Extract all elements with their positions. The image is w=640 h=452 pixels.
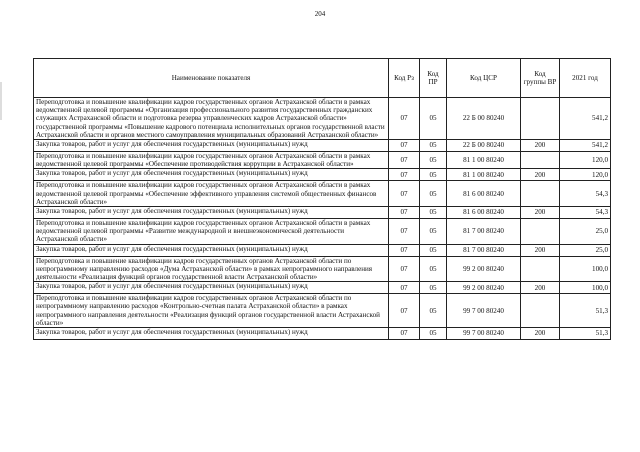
row-csr: 99 7 00 80240 bbox=[447, 294, 521, 328]
row-rz: 07 bbox=[389, 244, 420, 256]
row-pr: 05 bbox=[420, 244, 447, 256]
row-pr: 05 bbox=[420, 207, 447, 219]
row-pr: 05 bbox=[420, 294, 447, 328]
row-vr bbox=[521, 256, 560, 282]
table-row bbox=[34, 244, 611, 256]
row-name: Закупка товаров, работ и услуг для обеспечения государственных (муниципальных) нужд bbox=[34, 244, 389, 256]
row-rz: 07 bbox=[389, 140, 420, 152]
row-rz: 07 bbox=[389, 181, 420, 207]
row-csr: 81 1 00 80240 bbox=[447, 169, 521, 181]
row-vr: 200 bbox=[521, 328, 560, 340]
row-rz: 07 bbox=[389, 152, 420, 169]
row-vr: 200 bbox=[521, 140, 560, 152]
row-csr: 99 7 00 80240 bbox=[447, 328, 521, 340]
row-name: Закупка товаров, работ и услуг для обеспечения государственных (муниципальных) нужд bbox=[34, 282, 389, 294]
row-csr: 81 6 00 80240 bbox=[447, 181, 521, 207]
row-vr bbox=[521, 98, 560, 140]
row-vr bbox=[521, 219, 560, 245]
row-amount: 541,2 bbox=[560, 140, 611, 152]
row-rz: 07 bbox=[389, 294, 420, 328]
row-amount: 100,0 bbox=[560, 256, 611, 282]
row-name: Закупка товаров, работ и услуг для обеспечения государственных (муниципальных) нужд bbox=[34, 169, 389, 181]
row-rz: 07 bbox=[389, 219, 420, 245]
row-rz: 07 bbox=[389, 207, 420, 219]
row-pr: 05 bbox=[420, 169, 447, 181]
scan-edge-mark bbox=[0, 82, 2, 120]
row-vr: 200 bbox=[521, 169, 560, 181]
row-csr: 99 2 00 80240 bbox=[447, 256, 521, 282]
header-name: Наименование показателя bbox=[34, 59, 389, 98]
table-row bbox=[34, 207, 611, 219]
table-header-row bbox=[34, 59, 611, 98]
row-csr: 81 6 00 80240 bbox=[447, 207, 521, 219]
row-rz: 07 bbox=[389, 98, 420, 140]
row-pr: 05 bbox=[420, 219, 447, 245]
row-csr: 81 1 00 80240 bbox=[447, 152, 521, 169]
row-rz: 07 bbox=[389, 328, 420, 340]
row-vr bbox=[521, 181, 560, 207]
row-vr bbox=[521, 294, 560, 328]
row-vr: 200 bbox=[521, 207, 560, 219]
table-row bbox=[34, 169, 611, 181]
row-pr: 05 bbox=[420, 181, 447, 207]
row-amount: 51,3 bbox=[560, 328, 611, 340]
row-name: Закупка товаров, работ и услуг для обеспечения государственных (муниципальных) нужд bbox=[34, 328, 389, 340]
header-pr: Код ПР bbox=[420, 59, 447, 98]
row-amount: 541,2 bbox=[560, 98, 611, 140]
header-rz: Код Рз bbox=[389, 59, 420, 98]
table-row bbox=[34, 98, 611, 140]
row-csr: 81 7 00 80240 bbox=[447, 244, 521, 256]
row-amount: 51,3 bbox=[560, 294, 611, 328]
row-pr: 05 bbox=[420, 98, 447, 140]
row-rz: 07 bbox=[389, 169, 420, 181]
row-amount: 25,0 bbox=[560, 219, 611, 245]
row-name: Переподготовка и повышение квалификации кадров государственных органов Астраханской области по непрограммному направлению расходов «Контрольно-счетная палата Астраханской области» в рамках непрограммного направления деятельности «Реализация функций органов государственной власти Астраханской области» bbox=[34, 294, 389, 328]
table-row bbox=[34, 152, 611, 169]
row-amount: 54,3 bbox=[560, 181, 611, 207]
row-name: Переподготовка и повышение квалификации кадров государственных органов Астраханской области в рамках ведомственной целевой программы «Организация профессионального развития государственных гражданских служащих Астраханской области и подготовка резерва управленческих кадров Астраханской области» государственной программы «Повышение кадрового потенциала исполнительных органов государственной власти Астраханской области и органов местного самоуправления муниципальных образований Астраханской области» bbox=[34, 98, 389, 140]
table-row bbox=[34, 256, 611, 282]
table-row bbox=[34, 181, 611, 207]
row-pr: 05 bbox=[420, 152, 447, 169]
row-amount: 120,0 bbox=[560, 169, 611, 181]
header-year: 2021 год bbox=[560, 59, 611, 98]
row-pr: 05 bbox=[420, 256, 447, 282]
row-name: Закупка товаров, работ и услуг для обеспечения государственных (муниципальных) нужд bbox=[34, 140, 389, 152]
row-vr bbox=[521, 152, 560, 169]
row-amount: 100,0 bbox=[560, 282, 611, 294]
table-row bbox=[34, 140, 611, 152]
row-pr: 05 bbox=[420, 140, 447, 152]
table-row bbox=[34, 282, 611, 294]
budget-table bbox=[33, 58, 611, 340]
row-name: Закупка товаров, работ и услуг для обеспечения государственных (муниципальных) нужд bbox=[34, 207, 389, 219]
row-csr: 81 7 00 80240 bbox=[447, 219, 521, 245]
row-csr: 22 Б 00 80240 bbox=[447, 140, 521, 152]
row-pr: 05 bbox=[420, 328, 447, 340]
row-name: Переподготовка и повышение квалификации кадров государственных органов Астраханской области в рамках ведомственной целевой программы «Развитие международной и внешнеэкономической деятельности Астраханской области» bbox=[34, 219, 389, 245]
row-amount: 25,0 bbox=[560, 244, 611, 256]
row-name: Переподготовка и повышение квалификации кадров государственных органов Астраханской области в рамках ведомственной целевой программы «Обеспечение эффективного управления системой общественных финансов Астраханской области» bbox=[34, 181, 389, 207]
row-csr: 99 2 00 80240 bbox=[447, 282, 521, 294]
row-name: Переподготовка и повышение квалификации кадров государственных органов Астраханской области в рамках ведомственной целевой программы «Обеспечение противодействия коррупции в Астраханской области» bbox=[34, 152, 389, 169]
row-amount: 54,3 bbox=[560, 207, 611, 219]
page-number: 204 bbox=[314, 10, 326, 18]
row-vr: 200 bbox=[521, 244, 560, 256]
row-csr: 22 Б 00 80240 bbox=[447, 98, 521, 140]
header-csr: Код ЦСР bbox=[447, 59, 521, 98]
row-rz: 07 bbox=[389, 282, 420, 294]
row-vr: 200 bbox=[521, 282, 560, 294]
table-row bbox=[34, 328, 611, 340]
row-amount: 120,0 bbox=[560, 152, 611, 169]
row-rz: 07 bbox=[389, 256, 420, 282]
table-row bbox=[34, 219, 611, 245]
header-vr: Код группы ВР bbox=[521, 59, 560, 98]
table-row bbox=[34, 294, 611, 328]
row-name: Переподготовка и повышение квалификации кадров государственных органов Астраханской области по непрограммному направлению расходов «Дума Астраханской области» в рамках непрограммного направления деятельности «Реализация функций органов государственной власти Астраханской области» bbox=[34, 256, 389, 282]
row-pr: 05 bbox=[420, 282, 447, 294]
